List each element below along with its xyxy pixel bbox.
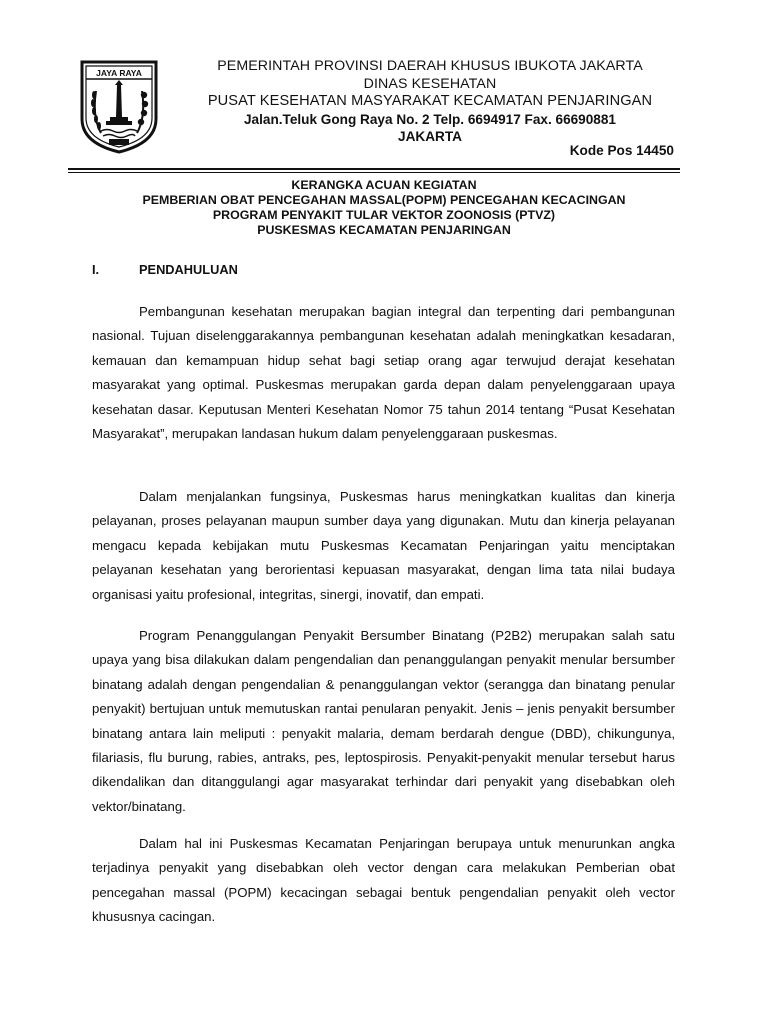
jaya-raya-emblem: [79, 59, 159, 155]
body-paragraph-3: Program Penanggulangan Penyakit Bersumber Binatang (P2B2) merupakan salah satu upaya yang bisa dilakukan dalam pengendalian dan penanggulangan penyakit menular bersumber binatang adalah dengan pengendalian & penanggulangan vektor (serangga dan binatang penular penyakit) bertujuan untuk memutuskan rantai penularan penyakit. Jenis – jenis penyakit bersumber binatang antara lain meliputi : penyakit malaria, demam berdarah dengue (DBD), chikungunya, filariasis, flu burung, rabies, antraks, pes, leptospirosis. Penyakit-penyakit menular tersebut harus dikendalikan dan ditanggulangi agar masyarakat terhindar dari penyakit yang disebabkan oleh vektor/binatang.: [92, 628, 675, 814]
title-line-3: PROGRAM PENYAKIT TULAR VEKTOR ZOONOSIS (PTVZ): [212, 208, 556, 222]
letterhead-address: Jalan.Teluk Gong Raya No. 2 Telp. 6694917 Fax. 66690881: [243, 111, 616, 127]
letterhead-postal-code: Kode Pos 14450: [569, 143, 674, 158]
title-line-4: PUSKESMAS KECAMATAN PENJARINGAN: [257, 223, 511, 237]
title-line-2: PEMBERIAN OBAT PENCEGAHAN MASSAL(POPM) PENCEGAHAN KECACINGAN: [142, 193, 626, 207]
title-line-1: KERANGKA ACUAN KEGIATAN: [291, 178, 477, 192]
body-paragraph-1: Pembangunan kesehatan merupakan bagian integral dan terpenting dari pembangunan nasional. Tujuan diselenggarakannya pembangunan kesehatan adalah meningkatkan kesadaran, kemauan dan kemampuan hidup sehat bagi setiap orang agar terwujud derajat kesehatan masyarakat yang optimal. Puskesmas merupakan garda depan dalam penyelenggaraan upaya kesehatan dasar. Keputusan Menteri Kesehatan Nomor 75 tahun 2014 tentang “Pusat Kesehatan Masyarakat”, merupakan landasan hukum dalam penyelenggaraan puskesmas.: [92, 304, 675, 442]
letterhead-institution: PUSAT KESEHATAN MASYARAKAT KECAMATAN PENJARINGAN: [207, 93, 653, 109]
letterhead-divider-thin: [68, 172, 680, 173]
document-title: [68, 178, 700, 238]
letterhead-city: JAKARTA: [398, 129, 462, 144]
body-paragraph-4: Dalam hal ini Puskesmas Kecamatan Penjaringan berupaya untuk menurunkan angka terjadinya penyakit yang disebabkan oleh vector dengan cara melakukan Pemberian obat pencegahan massal (POPM) kecacingan sebagai bentuk pengendalian penyakit oleh vector khususnya cacingan.: [92, 836, 675, 925]
body-paragraph-2: Dalam menjalankan fungsinya, Puskesmas harus meningkatkan kualitas dan kinerja pelayanan, proses pelayanan maupun sumber daya yang digunakan. Mutu dan kinerja pelayanan mengacu kepada kebijakan mutu Puskesmas Kecamatan Penjaringan yaitu menciptakan pelayanan kesehatan yang berorientasi kepuasan masyarakat, dengan lima tata nilai budaya organisasi yaitu profesional, integritas, sinergi, inovatif, dan empati.: [92, 489, 675, 602]
letterhead-government: PEMERINTAH PROVINSI DAERAH KHUSUS IBUKOTA JAKARTA: [217, 58, 643, 74]
letterhead: [180, 58, 680, 146]
emblem-icon: [79, 59, 159, 155]
section-heading: PENDAHULUAN: [139, 262, 238, 277]
letterhead-divider-thick: [68, 168, 680, 170]
letterhead-agency: DINAS KESEHATAN: [363, 75, 497, 92]
section-number: I.: [92, 262, 100, 277]
emblem-motto: JAYA RAYA: [96, 68, 142, 78]
